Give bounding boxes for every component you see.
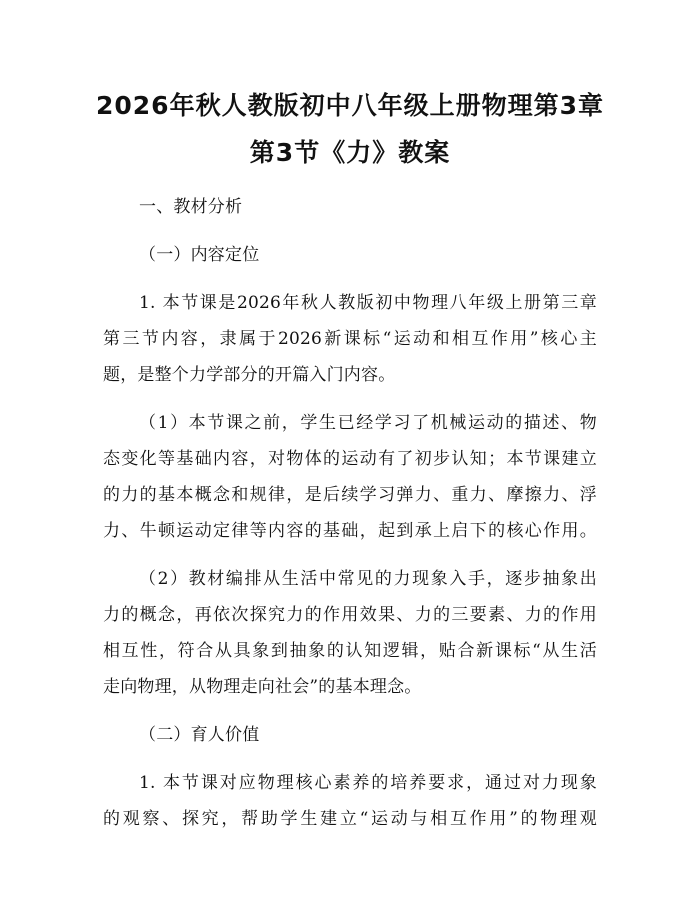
paragraph-1-line-3: 题，是整个力学部分的开篇入门内容。 xyxy=(103,365,396,385)
paragraph-3-line-4: 走向物理，从物理走向社会”的基本理念。 xyxy=(103,677,422,697)
paragraph-4-line-1: 1. 本节课对应物理核心素养的培养要求，通过对力现象 xyxy=(139,773,597,793)
paragraph-4-line-2: 的观察、探究，帮助学生建立“运动与相互作用”的物理观 xyxy=(103,809,597,829)
paragraph-1-line-2: 第三节内容，隶属于2026新课标“运动和相互作用”核心主 xyxy=(103,329,597,349)
subsection-heading-content-positioning: （一）内容定位 xyxy=(139,245,260,265)
paragraph-3-line-2: 力的概念，再依次探究力的作用效果、力的三要素、力的作用 xyxy=(103,605,597,625)
paragraph-1-line-1: 1. 本节课是2026年秋人教版初中物理八年级上册第三章 xyxy=(139,293,597,313)
paragraph-2-line-3: 的力的基本概念和规律，是后续学习弹力、重力、摩擦力、浮 xyxy=(103,485,597,505)
subsection-heading-educational-value: （二）育人价值 xyxy=(139,725,260,745)
section-heading-textbook-analysis: 一、教材分析 xyxy=(139,197,243,217)
paragraph-2-line-4: 力、牛顿运动定律等内容的基础，起到承上启下的核心作用。 xyxy=(103,521,597,541)
paragraph-2-line-1: （1）本节课之前，学生已经学习了机械运动的描述、物 xyxy=(139,413,597,433)
paragraph-3-line-1: （2）教材编排从生活中常见的力现象入手，逐步抽象出 xyxy=(139,569,597,589)
document-title-line-2: 第3节《力》教案 xyxy=(249,138,451,167)
paragraph-2-line-2: 态变化等基础内容，对物体的运动有了初步认知；本节课建立 xyxy=(103,449,597,469)
document-title-line-1: 2026年秋人教版初中八年级上册物理第3章 xyxy=(96,91,604,120)
paragraph-3-line-3: 相互性，符合从具象到抽象的认知逻辑，贴合新课标“从生活 xyxy=(103,641,597,661)
